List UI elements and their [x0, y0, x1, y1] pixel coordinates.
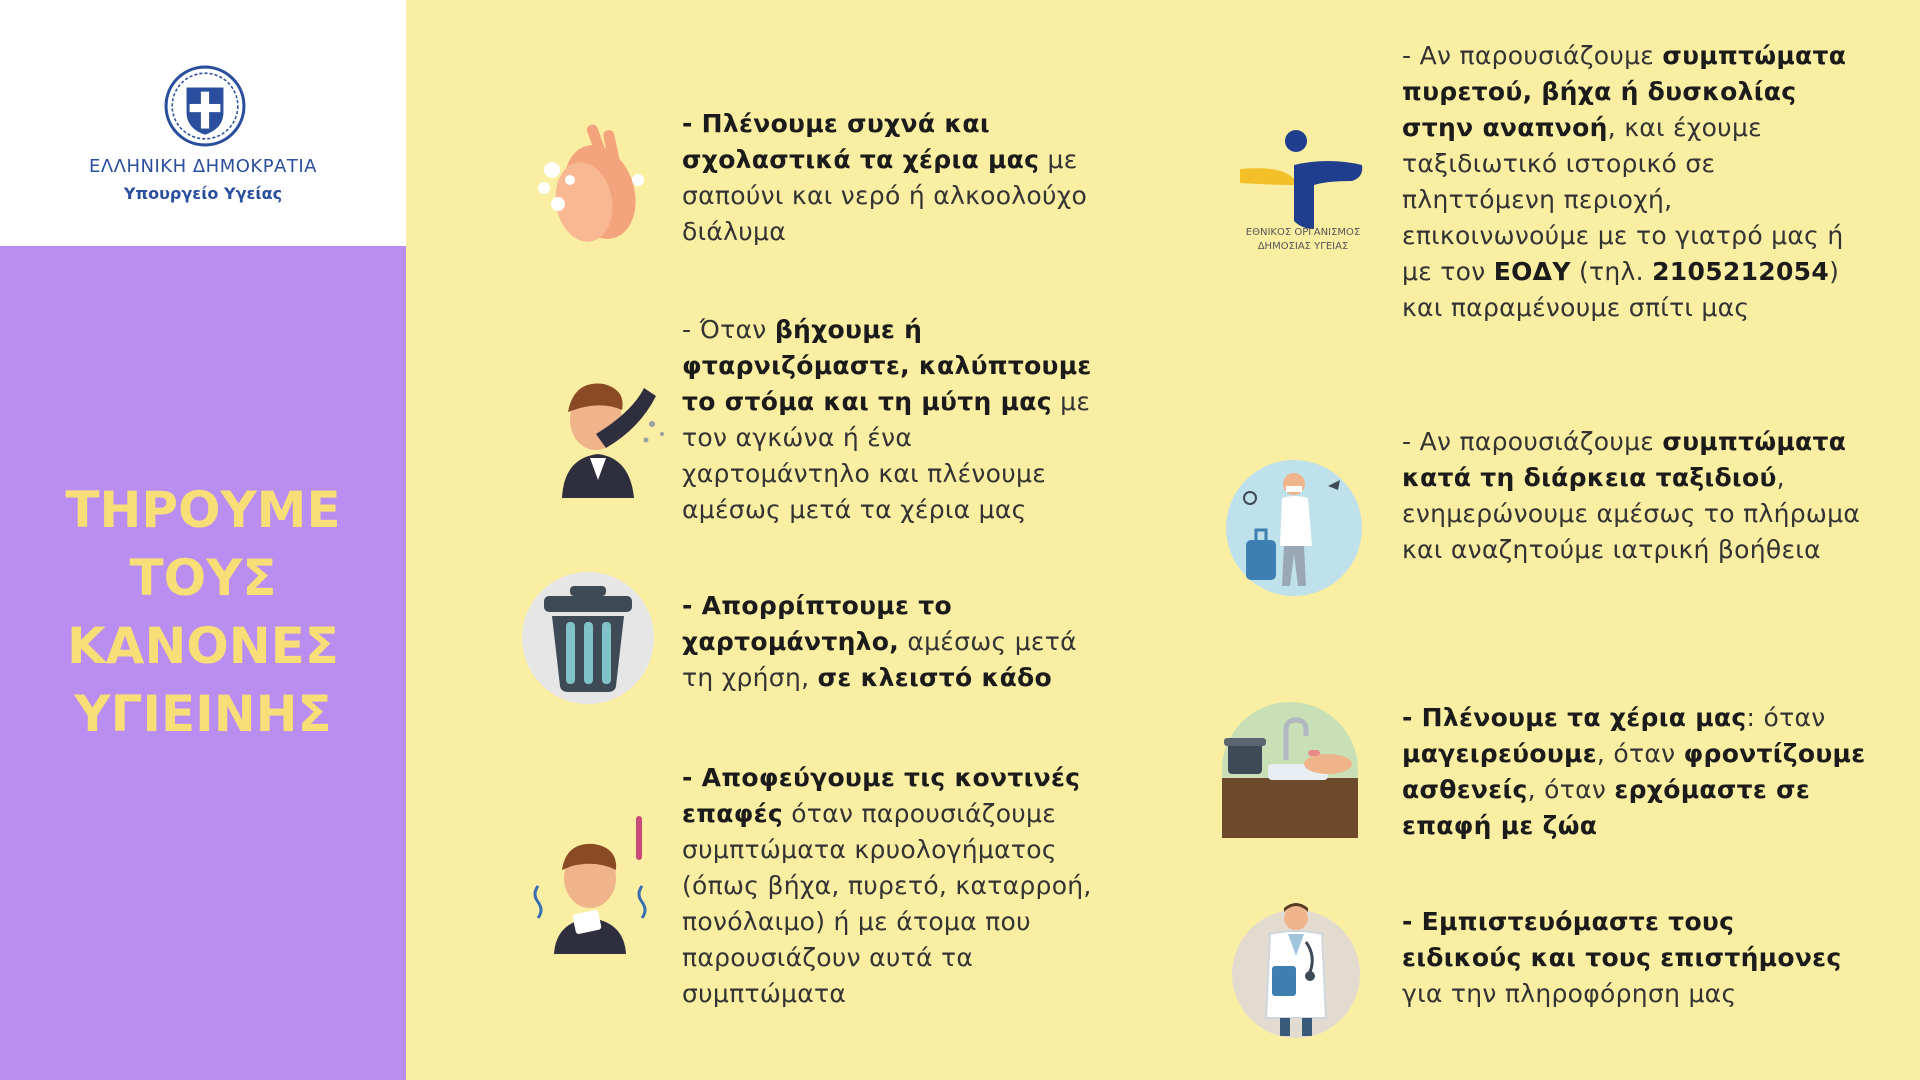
republic-name: ΕΛΛΗΝΙΚΗ ΔΗΜΟΚΡΑΤΙΑ [88, 156, 317, 177]
rule-text-segment: - Εμπιστευόμαστε τους ειδικούς και τους επιστήμονες [1402, 907, 1842, 972]
rule-text-segment: συμπτώματα πυρετού, βήχα ή δυσκολίας στην αναπνοή [1402, 41, 1847, 142]
rule-text-segment: όταν παρουσιάζουμε συμπτώματα κρυολογήματος (όπως βήχα, πυρετό, καταρροή, πονόλαιμο) ή με άτομα που παρουσιάζουν αυτά τα συμπτώματα [682, 799, 1092, 1008]
rule-text-segment: - Πλένουμε τα χέρια μας [1402, 703, 1747, 732]
rule-text-segment: φροντίζουμε ασθενείς [1402, 739, 1866, 804]
title-line: ΥΓΙΕΙΝΗΣ [74, 685, 332, 743]
ministry-logo-panel [0, 0, 406, 246]
title-line: ΚΑΝΟΝΕΣ [67, 617, 339, 675]
sneezing-person-icon [534, 362, 674, 502]
rule-text-segment: , όταν [1527, 775, 1615, 804]
doctor-icon [1226, 900, 1366, 1040]
rule-text-segment: με τον αγκώνα ή ένα χαρτομάντηλο και πλένουμε αμέσως μετά τα χέρια μας [682, 387, 1091, 524]
trash-bin-icon [518, 568, 658, 708]
rule-text-segment: ΕΟΔΥ [1493, 257, 1571, 286]
rule-text-segment: - Όταν [682, 315, 775, 344]
rule-text-wash-occasions [1402, 700, 1872, 844]
eody-logo-text [1218, 226, 1388, 254]
rule-text-tissue-bin [682, 588, 1102, 696]
rule-text-segment: , όταν [1596, 739, 1684, 768]
rule-text-segment: - Απορρίπτουμε το χαρτομάντηλο, [682, 591, 952, 656]
eody-logo-line: ΔΗΜΟΣΙΑΣ ΥΓΕΙΑΣ [1257, 241, 1349, 252]
rule-text-segment: σε κλειστό κάδο [817, 663, 1053, 692]
greek-emblem-icon [164, 65, 246, 147]
rule-text-segment: : όταν [1746, 703, 1826, 732]
rule-text-close-contact [682, 760, 1102, 1012]
rule-text-segment: - Αποφεύγουμε τις κοντινές επαφές [682, 763, 1081, 828]
title-line: ΤΗΡΟΥΜΕ [65, 481, 341, 539]
sick-person-icon [524, 816, 664, 956]
rule-text-segment: - Αν παρουσιάζουμε [1402, 41, 1663, 70]
rule-text-segment: συμπτώματα κατά τη διάρκεια ταξιδιού [1402, 427, 1847, 492]
rule-text-segment: ) και παραμένουμε σπίτι μας [1402, 257, 1840, 322]
rule-text-trust-experts [1402, 904, 1862, 1012]
rule-text-sneeze [682, 312, 1102, 528]
ministry-name: Υπουργείο Υγείας [123, 184, 283, 203]
rule-text-segment: 2105212054 [1652, 257, 1830, 286]
rule-text-travel [1402, 424, 1862, 568]
traveler-mask-icon [1224, 458, 1364, 598]
rule-text-segment: μαγειρεύουμε [1402, 739, 1597, 768]
rule-text-segment: (τηλ. [1570, 257, 1653, 286]
rule-text-segment: για την πληροφόρηση μας [1402, 979, 1737, 1008]
rule-text-eody [1402, 38, 1862, 326]
rule-text-segment: - Πλένουμε συχνά και σχολαστικά τα χέρια μας [682, 109, 1040, 174]
main-title [0, 476, 406, 748]
title-panel [0, 246, 406, 1080]
title-line: ΤΟΥΣ [129, 549, 277, 607]
rule-text-handwashing [682, 106, 1102, 250]
rule-text-segment: αμέσως μετά τη χρήση, [682, 627, 1077, 692]
rule-text-segment: βήχουμε ή φταρνιζόμαστε, καλύπτουμε το στόμα και τη μύτη μας [682, 315, 1092, 416]
rule-text-segment: με σαπούνι και νερό ή αλκοολούχο διάλυμα [682, 145, 1088, 246]
rule-text-segment: ερχόμαστε σε επαφή με ζώα [1402, 775, 1811, 840]
rule-text-segment: , ενημερώνουμε αμέσως το πλήρωμα και αναζητούμε ιατρική βοήθεια [1402, 463, 1861, 564]
kitchen-sink-icon [1220, 700, 1360, 840]
rule-text-segment: , και έχουμε ταξιδιωτικό ιστορικό σε πληττόμενη περιοχή, επικοινωνούμε με το γιατρό μας ή με τον [1402, 113, 1844, 286]
eody-logo-line: ΕΘΝΙΚΟΣ ΟΡΓΑΝΙΣΜΟΣ [1245, 227, 1361, 238]
handwashing-icon [522, 110, 662, 250]
rule-text-segment: - Αν παρουσιάζουμε [1402, 427, 1663, 456]
